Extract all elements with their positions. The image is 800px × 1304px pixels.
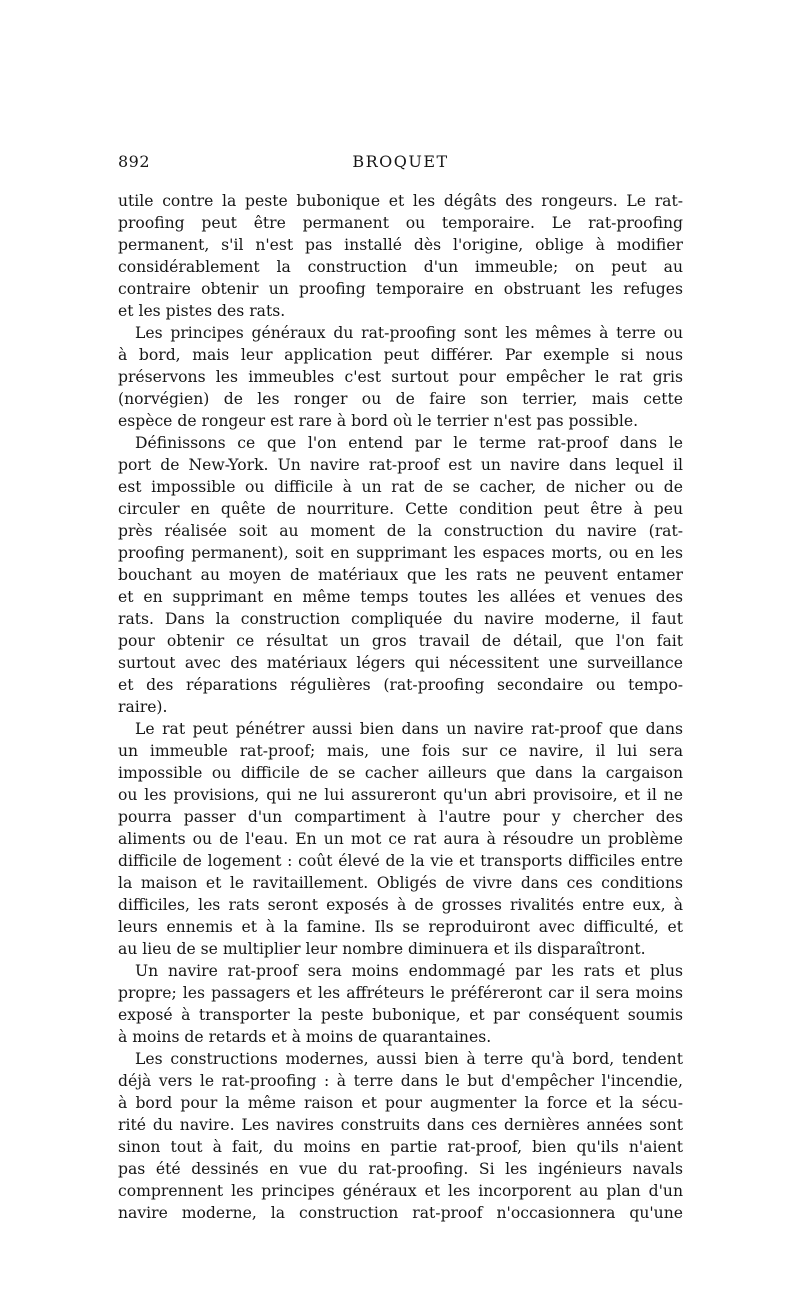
text-line: et en supprimant en même temps toutes les allées et venues des (118, 588, 683, 606)
text-line: rité du navire. Les navires construits dans ces dernières années sont (118, 1116, 683, 1134)
text-line: raire). (118, 698, 168, 716)
text-line: contraire obtenir un proofing temporaire en obstruant les refuges (118, 280, 683, 298)
text-line: aliments ou de l'eau. En un mot ce rat aura à résoudre un problème (118, 830, 683, 848)
text-line: impossible ou difficile de se cacher ailleurs que dans la cargaison (118, 764, 683, 782)
text-line: déjà vers le rat-proofing : à terre dans le but d'empêcher l'incendie, (118, 1072, 683, 1090)
text-line: la maison et le ravitaillement. Obligés de vivre dans ces conditions (118, 874, 683, 892)
text-line: espèce de rongeur est rare à bord où le terrier n'est pas possible. (118, 412, 639, 430)
text-line: à bord, mais leur application peut différer. Par exemple si nous (118, 346, 683, 364)
text-line: leurs ennemis et à la famine. Ils se reproduiront avec difficulté, et (118, 918, 683, 936)
text-line: Définissons ce que l'on entend par le terme rat-proof dans le (135, 434, 683, 452)
text-line: port de New-York. Un navire rat-proof est un navire dans lequel il (118, 456, 683, 474)
text-line: surtout avec des matériaux légers qui nécessitent une surveillance (118, 654, 683, 672)
text-line: difficiles, les rats seront exposés à de grosses rivalités entre eux, à (118, 896, 683, 914)
text-line: Les principes généraux du rat-proofing sont les mêmes à terre ou (135, 324, 683, 342)
text-line: bouchant au moyen de matériaux que les rats ne peuvent entamer (118, 566, 683, 584)
text-line: et des réparations régulières (rat-proofing secondaire ou tempo- (118, 676, 683, 694)
text-line: et les pistes des rats. (118, 302, 286, 320)
text-line: près réalisée soit au moment de la construction du navire (rat- (118, 522, 683, 540)
text-line: pour obtenir ce résultat un gros travail de détail, que l'on fait (118, 632, 683, 650)
text-line: Les constructions modernes, aussi bien à terre qu'à bord, tendent (135, 1050, 683, 1068)
text-line: pas été dessinés en vue du rat-proofing. Si les ingénieurs navals (118, 1160, 683, 1178)
text-line: proofing peut être permanent ou temporaire. Le rat-proofing (118, 214, 683, 232)
page-number: 892 (118, 152, 151, 171)
text-line: proofing permanent), soit en supprimant les espaces morts, ou en les (118, 544, 683, 562)
text-line: navire moderne, la construction rat-proof n'occasionnera qu'une (118, 1204, 683, 1222)
text-line: sinon tout à fait, du moins en partie rat-proof, bien qu'ils n'aient (118, 1138, 683, 1156)
text-line: propre; les passagers et les affréteurs le préféreront car il sera moins (118, 984, 683, 1002)
text-line: utile contre la peste bubonique et les dégâts des rongeurs. Le rat- (118, 192, 683, 210)
text-line: exposé à transporter la peste bubonique, et par conséquent soumis (118, 1006, 683, 1024)
text-line: au lieu de se multiplier leur nombre diminuera et ils disparaîtront. (118, 940, 646, 958)
text-line: Le rat peut pénétrer aussi bien dans un navire rat-proof que dans (135, 720, 683, 738)
text-line: difficile de logement : coût élevé de la vie et transports difficiles entre (118, 852, 683, 870)
text-line: préservons les immeubles c'est surtout pour empêcher le rat gris (118, 368, 683, 386)
text-line: pourra passer d'un compartiment à l'autre pour y chercher des (118, 808, 683, 826)
text-line: considérablement la construction d'un immeuble; on peut au (118, 258, 683, 276)
text-line: ou les provisions, qui ne lui assureront qu'un abri provisoire, et il ne (118, 786, 683, 804)
text-line: Un navire rat-proof sera moins endommagé par les rats et plus (135, 962, 683, 980)
text-line: à bord pour la même raison et pour augmenter la force et la sécu- (118, 1094, 683, 1112)
text-line: à moins de retards et à moins de quarantaines. (118, 1028, 492, 1046)
page-header (118, 152, 683, 176)
text-line: est impossible ou difficile à un rat de se cacher, de nicher ou de (118, 478, 683, 496)
running-title: BROQUET (352, 152, 449, 171)
text-line: comprennent les principes généraux et les incorporent au plan d'un (118, 1182, 683, 1200)
text-line: (norvégien) de les ronger ou de faire son terrier, mais cette (118, 390, 683, 408)
text-line: circuler en quête de nourriture. Cette condition peut être à peu (118, 500, 683, 518)
text-line: un immeuble rat-proof; mais, une fois sur ce navire, il lui sera (118, 742, 683, 760)
text-line: rats. Dans la construction compliquée du navire moderne, il faut (118, 610, 683, 628)
text-line: permanent, s'il n'est pas installé dès l'origine, oblige à modifier (118, 236, 683, 254)
body-text (118, 190, 683, 1224)
